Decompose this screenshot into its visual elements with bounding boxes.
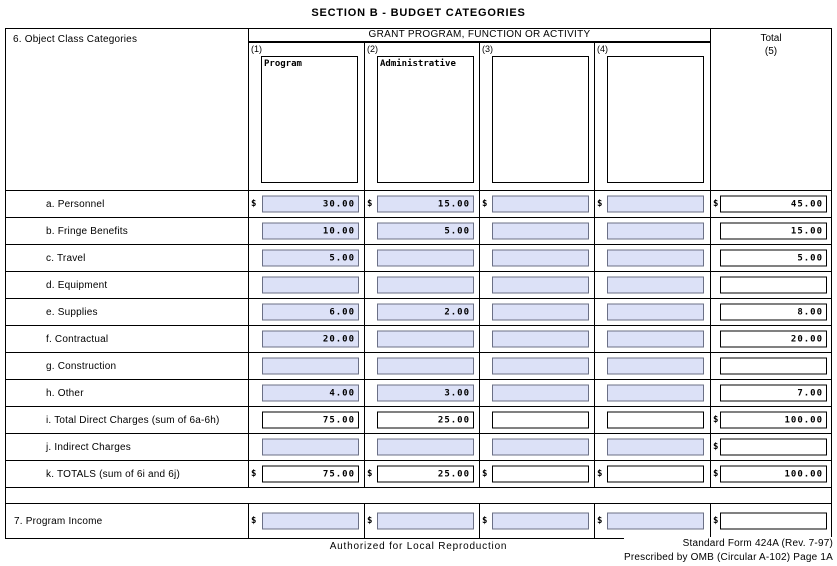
cell-6j-4	[595, 434, 711, 460]
grant-program-area	[249, 29, 711, 190]
cell-6b-total	[711, 218, 831, 244]
cell-6g-4	[595, 353, 711, 379]
field-6d-2[interactable]	[377, 277, 474, 294]
grant-column-3	[480, 43, 595, 190]
field-6c-2[interactable]	[377, 250, 474, 267]
form-number-text: Standard Form 424A (Rev. 7-97)	[682, 538, 833, 549]
column-number-4: (4)	[597, 44, 608, 54]
cell-6d-total	[711, 272, 831, 298]
budget-rows	[6, 191, 831, 538]
field-6i-total[interactable]	[720, 412, 827, 429]
budget-row-6e	[6, 299, 831, 326]
field-7-1[interactable]	[262, 513, 359, 530]
field-6j-4[interactable]	[607, 439, 704, 456]
field-7-4[interactable]	[607, 513, 704, 530]
cell-6h-2	[365, 380, 480, 406]
cell-6i-total	[711, 407, 831, 433]
cell-7-3	[480, 504, 595, 538]
spacer-row	[6, 488, 831, 504]
field-6i-1[interactable]	[262, 412, 359, 429]
budget-row-6h	[6, 380, 831, 407]
field-6f-3[interactable]	[492, 331, 589, 348]
dollar-sign: $	[597, 199, 603, 209]
field-6c-total[interactable]	[720, 250, 827, 267]
cell-6c-1	[249, 245, 365, 271]
cell-6a-4	[595, 191, 711, 217]
dollar-sign: $	[251, 516, 257, 526]
cell-6i-1	[249, 407, 365, 433]
cell-7-1	[249, 504, 365, 538]
cell-6b-1	[249, 218, 365, 244]
row-label-6d: d. Equipment	[6, 272, 249, 298]
field-6j-1[interactable]	[262, 439, 359, 456]
cell-6a-1	[249, 191, 365, 217]
grant-program-name-input-4[interactable]	[607, 56, 704, 183]
cell-6h-1	[249, 380, 365, 406]
row-label-6c: c. Travel	[6, 245, 249, 271]
dollar-sign: $	[482, 516, 488, 526]
grant-program-name-input-3[interactable]	[492, 56, 589, 183]
cell-7-2	[365, 504, 480, 538]
cell-6e-2	[365, 299, 480, 325]
cell-6h-total	[711, 380, 831, 406]
field-7-3[interactable]	[492, 513, 589, 530]
grant-program-name-input-2[interactable]	[377, 56, 474, 183]
field-6c-1[interactable]	[262, 250, 359, 267]
row-label-6i: i. Total Direct Charges (sum of 6a-6h)	[6, 407, 249, 433]
cell-6d-3	[480, 272, 595, 298]
cell-6j-2	[365, 434, 480, 460]
field-6k-total[interactable]	[720, 466, 827, 483]
field-6d-4[interactable]	[607, 277, 704, 294]
field-6h-3[interactable]	[492, 385, 589, 402]
cell-6k-3	[480, 461, 595, 487]
dollar-sign: $	[482, 469, 488, 479]
field-6h-4[interactable]	[607, 385, 704, 402]
field-7-2[interactable]	[377, 513, 474, 530]
dollar-sign: $	[713, 516, 719, 526]
field-6b-total[interactable]	[720, 223, 827, 240]
field-6e-2[interactable]	[377, 304, 474, 321]
field-6g-1[interactable]	[262, 358, 359, 375]
field-6b-1[interactable]	[262, 223, 359, 240]
grant-column-2	[365, 43, 480, 190]
dollar-sign: $	[597, 516, 603, 526]
cell-6g-total	[711, 353, 831, 379]
cell-6i-2	[365, 407, 480, 433]
form-identification	[624, 537, 833, 564]
column-number-1: (1)	[251, 44, 262, 54]
field-6h-1[interactable]	[262, 385, 359, 402]
cell-6a-3	[480, 191, 595, 217]
grant-columns	[249, 43, 710, 190]
grant-column-1	[249, 43, 365, 190]
cell-6f-4	[595, 326, 711, 352]
row-label-6g: g. Construction	[6, 353, 249, 379]
budget-row-6j	[6, 434, 831, 461]
cell-6g-2	[365, 353, 480, 379]
cell-6f-total	[711, 326, 831, 352]
cell-6k-total	[711, 461, 831, 487]
cell-6d-1	[249, 272, 365, 298]
field-6a-2[interactable]	[377, 196, 474, 213]
column-number-3: (3)	[482, 44, 493, 54]
dollar-sign: $	[482, 199, 488, 209]
field-6a-total[interactable]	[720, 196, 827, 213]
cell-6f-1	[249, 326, 365, 352]
section-title: SECTION B - BUDGET CATEGORIES	[311, 7, 526, 19]
field-6e-3[interactable]	[492, 304, 589, 321]
field-6d-total[interactable]	[720, 277, 827, 294]
field-6a-3[interactable]	[492, 196, 589, 213]
field-6h-2[interactable]	[377, 385, 474, 402]
field-6k-1[interactable]	[262, 466, 359, 483]
dollar-sign: $	[713, 469, 719, 479]
row-label-6h: h. Other	[6, 380, 249, 406]
cell-6k-1	[249, 461, 365, 487]
cell-6g-1	[249, 353, 365, 379]
dollar-sign: $	[597, 469, 603, 479]
field-6a-1[interactable]	[262, 196, 359, 213]
field-6k-2[interactable]	[377, 466, 474, 483]
dollar-sign: $	[251, 199, 257, 209]
grant-column-4	[595, 43, 710, 190]
cell-6b-2	[365, 218, 480, 244]
row-label-7: 7. Program Income	[6, 504, 249, 538]
row-label-6b: b. Fringe Benefits	[6, 218, 249, 244]
cell-6e-4	[595, 299, 711, 325]
field-6e-4[interactable]	[607, 304, 704, 321]
cell-6i-4	[595, 407, 711, 433]
field-6j-2[interactable]	[377, 439, 474, 456]
row-label-6f: f. Contractual	[6, 326, 249, 352]
dollar-sign: $	[251, 469, 257, 479]
field-6j-total[interactable]	[720, 439, 827, 456]
field-6b-3[interactable]	[492, 223, 589, 240]
cell-6h-3	[480, 380, 595, 406]
cell-6j-total	[711, 434, 831, 460]
budget-table	[5, 28, 832, 539]
dollar-sign: $	[713, 442, 719, 452]
budget-row-6b	[6, 218, 831, 245]
cell-6c-2	[365, 245, 480, 271]
budget-row-6g	[6, 353, 831, 380]
budget-row-6a	[6, 191, 831, 218]
field-6i-4[interactable]	[607, 412, 704, 429]
budget-row-6c	[6, 245, 831, 272]
row-label-6k: k. TOTALS (sum of 6i and 6j)	[6, 461, 249, 487]
dollar-sign: $	[713, 199, 719, 209]
cell-6d-4	[595, 272, 711, 298]
cell-6e-1	[249, 299, 365, 325]
budget-row-6f	[6, 326, 831, 353]
field-6b-4[interactable]	[607, 223, 704, 240]
cell-6k-2	[365, 461, 480, 487]
field-6a-4[interactable]	[607, 196, 704, 213]
field-6d-1[interactable]	[262, 277, 359, 294]
cell-6a-total	[711, 191, 831, 217]
cell-6b-4	[595, 218, 711, 244]
total-header-label: Total	[760, 33, 782, 44]
field-6d-3[interactable]	[492, 277, 589, 294]
cell-6a-2	[365, 191, 480, 217]
cell-6g-3	[480, 353, 595, 379]
field-6h-total[interactable]	[720, 385, 827, 402]
cell-6j-3	[480, 434, 595, 460]
cell-6f-2	[365, 326, 480, 352]
dollar-sign: $	[713, 415, 719, 425]
field-6g-4[interactable]	[607, 358, 704, 375]
field-6g-2[interactable]	[377, 358, 474, 375]
dollar-sign: $	[367, 469, 373, 479]
field-6k-4[interactable]	[607, 466, 704, 483]
cell-6e-total	[711, 299, 831, 325]
cell-6c-4	[595, 245, 711, 271]
cell-6j-1	[249, 434, 365, 460]
budget-row-6i	[6, 407, 831, 434]
column-number-2: (2)	[367, 44, 378, 54]
field-6g-total[interactable]	[720, 358, 827, 375]
grant-program-name-input-1[interactable]	[261, 56, 358, 183]
field-6f-1[interactable]	[262, 331, 359, 348]
field-6b-2[interactable]	[377, 223, 474, 240]
field-6k-3[interactable]	[492, 466, 589, 483]
row-label-6e: e. Supplies	[6, 299, 249, 325]
field-6i-3[interactable]	[492, 412, 589, 429]
field-6c-3[interactable]	[492, 250, 589, 267]
table-header	[6, 29, 831, 191]
budget-row-6k	[6, 461, 831, 488]
field-6i-2[interactable]	[377, 412, 474, 429]
field-6e-1[interactable]	[262, 304, 359, 321]
dollar-sign: $	[367, 199, 373, 209]
cell-6b-3	[480, 218, 595, 244]
cell-6k-4	[595, 461, 711, 487]
field-6f-2[interactable]	[377, 331, 474, 348]
field-6j-3[interactable]	[492, 439, 589, 456]
cell-6h-4	[595, 380, 711, 406]
cell-6e-3	[480, 299, 595, 325]
field-6e-total[interactable]	[720, 304, 827, 321]
authorized-reproduction-text: Authorized for Local Reproduction	[329, 541, 508, 552]
budget-row-7	[6, 504, 831, 538]
cell-6d-2	[365, 272, 480, 298]
object-class-categories-header: 6. Object Class Categories	[6, 29, 249, 190]
cell-6c-total	[711, 245, 831, 271]
total-header-number: (5)	[764, 46, 778, 57]
field-6f-4[interactable]	[607, 331, 704, 348]
cell-6f-3	[480, 326, 595, 352]
dollar-sign: $	[367, 516, 373, 526]
cell-6i-3	[480, 407, 595, 433]
field-6g-3[interactable]	[492, 358, 589, 375]
grant-program-header: GRANT PROGRAM, FUNCTION OR ACTIVITY	[249, 29, 710, 43]
row-label-6j: j. Indirect Charges	[6, 434, 249, 460]
prescribed-by-text: Prescribed by OMB (Circular A-102) Page 1A	[623, 551, 833, 563]
row-label-6a: a. Personnel	[6, 191, 249, 217]
field-6c-4[interactable]	[607, 250, 704, 267]
budget-row-6d	[6, 272, 831, 299]
cell-7-total	[711, 504, 831, 538]
cell-6c-3	[480, 245, 595, 271]
field-7-total[interactable]	[720, 513, 827, 530]
field-6f-total[interactable]	[720, 331, 827, 348]
total-column-header	[711, 29, 831, 190]
cell-7-4	[595, 504, 711, 538]
